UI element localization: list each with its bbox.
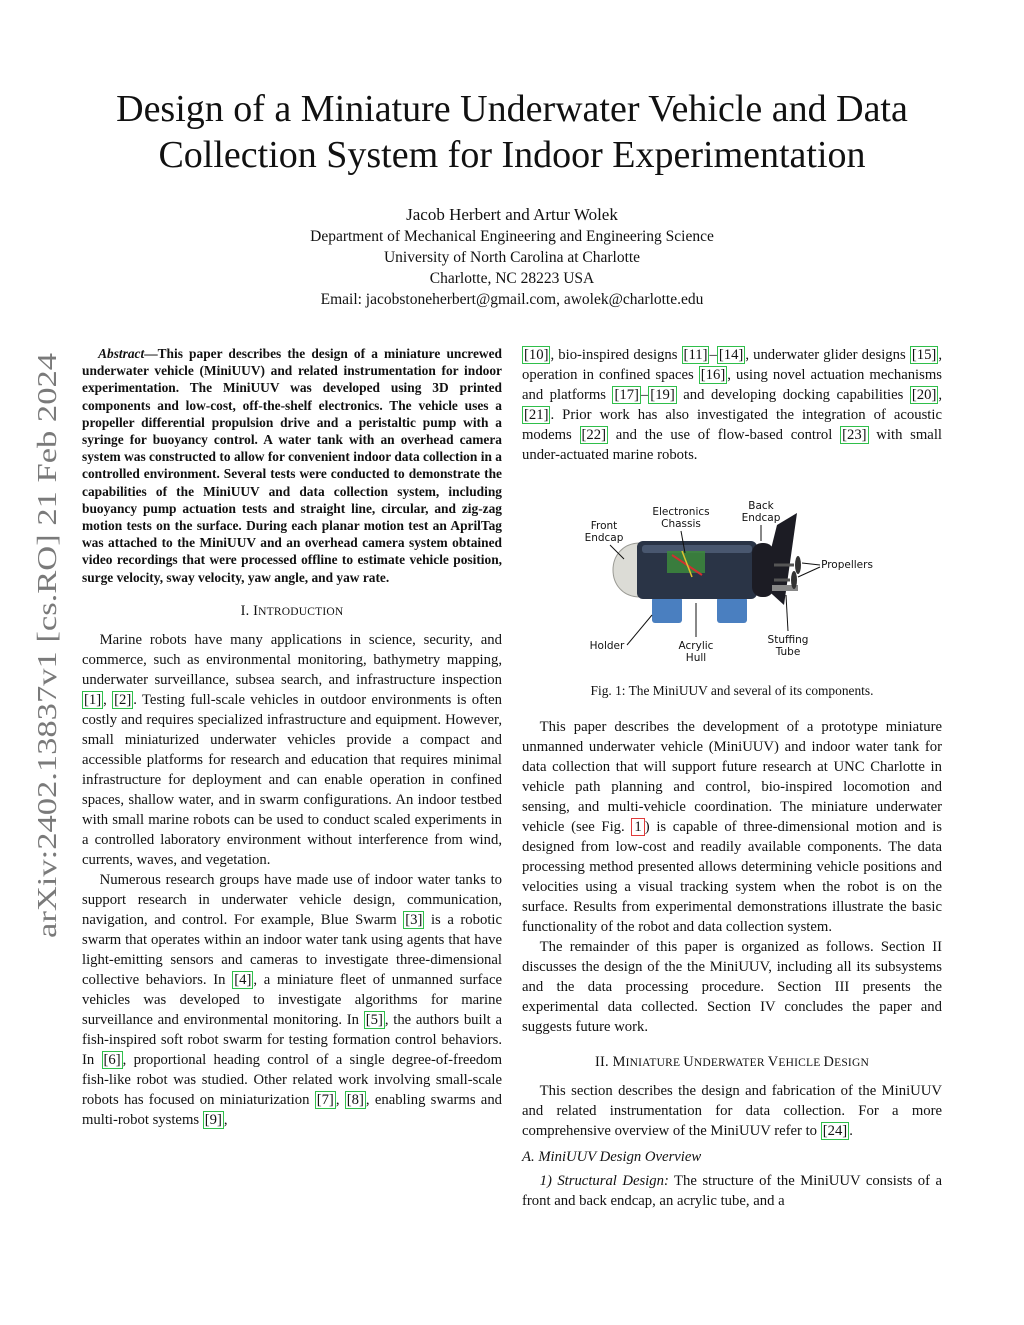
- arxiv-id-text: arXiv:2402.13837v1 [cs.RO] 21 Feb 2024: [32, 480, 62, 938]
- label-front-endcap-2: Endcap: [584, 532, 624, 544]
- front-endcap-dome: [613, 543, 640, 597]
- section-heading-introduction: I. INTRODUCTION: [240, 602, 344, 619]
- label-electronics-2: Chassis: [661, 518, 701, 530]
- citation-link[interactable]: [7]: [316, 1091, 334, 1108]
- intro-right-paragraph-2: The remainder of this paper is organized as follows. Section II discusses the design of the the MiniUUV, including all its subsystems and the data processing procedure. Section III presents the experimental data collected. Section IV concludes the paper and suggests future work.: [522, 939, 942, 1035]
- label-stuffing-1: Stuffing: [767, 634, 809, 646]
- abstract-text: —This paper describes the design of a miniature uncrewed underwater vehicle (MiniUUV) and related instrumentation for indoor experimentation. The MiniUUV was developed using 3D printed components and low-cost, off-the-shelf electronics. The vehicle uses a propeller differential propulsion drive and a peristaltic pump with a syringe for buoyancy control. A water tank with an overhead camera system was constructed to allow for convenient indoor data collection in a controlled environment. Several tests were conducted to demonstrate the capabilities of the MiniUUV and data collection system, including buoyancy pump actuation tests and straight line, circular, and zig-zag motion tests on the surface. During each planar motion test an AprilTag was attached to the MiniUUV and an overhead camera system obtained video recordings that were processed offline to estimate vehicle position, surge velocity, sway velocity, yaw angle, and yaw rate.: [82, 346, 502, 585]
- label-front-endcap-1: Front: [590, 520, 618, 532]
- author-names: Jacob Herbert and Artur Wolek: [406, 205, 618, 224]
- citation-link[interactable]: [20]: [911, 387, 937, 403]
- citation-link[interactable]: [19]: [650, 387, 675, 403]
- figure-1-miniuuv: [522, 485, 942, 675]
- citation-link[interactable]: [15]: [911, 347, 937, 363]
- figure-1-caption: Fig. 1: The MiniUUV and several of its components.: [590, 683, 874, 698]
- abstract: [82, 345, 502, 586]
- subsection-heading-design-overview: A. MiniUUV Design Overview: [522, 1149, 702, 1165]
- holder-back: [717, 597, 747, 623]
- intro-paragraph-1: Marine robots have many applications in science, security, and commerce, such as environmental monitoring, bathymetry mapping, underwater surveillance, subsea search, and infrastructure inspection [1] , [2] . Testing full-scale vehicles in outdoor environments is often costly and requires specialized infrastructure and equipment. However, small miniaturized underwater vehicles provide a compact and accessible platforms for research and education that requires minimal infrastructure for deployment and can enable operation in confined spaces, shallow water, and in swarm configurations. An indoor testbed with small marine robots can be used to conduct scaled experiments in a controlled laboratory environment without interference from wind, currents, waves, and vegetation.: [82, 631, 502, 868]
- label-back-endcap-1: Back: [748, 500, 774, 512]
- intro-right-paragraph-1: This paper describes the development of a prototype miniature unmanned underwater vehicle (MiniUUV) and indoor water tank for data collection that will support future research at UNC Charlotte in vehicle path planning and control, bio-inspired locomotion and sensing, and multi-vehicle coordination. The miniature underwater vehicle (see Fig. 1 ) is capable of three-dimensional motion and is designed from low-cost and readily available components. The data processing method presented allows determining vehicle positions and velocities using a visual tracking system when the robot is on the surface. Results from experimental demonstrations illustrate the basic functionality of the robot and data collection system.: [522, 719, 942, 935]
- citation-link[interactable]: [4]: [234, 971, 252, 988]
- citation-link[interactable]: [2]: [114, 691, 132, 708]
- label-acrylic-1: Acrylic: [678, 640, 714, 652]
- label-stuffing-2: Tube: [775, 646, 801, 658]
- citation-link[interactable]: [24]: [822, 1123, 848, 1139]
- citation-link[interactable]: [14]: [718, 347, 744, 363]
- holder-front: [652, 597, 682, 623]
- citation-link[interactable]: [23]: [842, 427, 867, 443]
- citation-link[interactable]: [6]: [103, 1051, 121, 1068]
- citation-link[interactable]: [9]: [204, 1111, 222, 1128]
- affiliation-department: Department of Mechanical Engineering and Engineering Science: [310, 228, 714, 245]
- citation-link[interactable]: [5]: [365, 1011, 383, 1028]
- citation-link[interactable]: [21]: [524, 407, 549, 423]
- paper-title: Design of a Miniature Underwater Vehicle and Data Collection System for Indoor Experimentation: [116, 88, 908, 176]
- design-paragraph-1: This section describes the design and fabrication of the MiniUUV and related instrumentation for data collection. For a more comprehensive overview of the MiniUUV refer to [24] .: [522, 1083, 942, 1139]
- citation-link[interactable]: [22]: [581, 427, 607, 443]
- label-acrylic-2: Hull: [685, 652, 707, 664]
- affiliation-address: Charlotte, NC 28223 USA: [429, 270, 595, 287]
- arxiv-identifier: [26, 350, 66, 940]
- label-propellers: Propellers: [821, 559, 873, 571]
- citation-link[interactable]: [1]: [84, 691, 102, 708]
- intro-continued-paragraph: [10] , bio-inspired designs [11] – [14] , underwater glider designs [15] , operation in confined spaces [16] , using novel actuation mechanisms and platforms [17] – [19] and developing docking capabilities [20] , [21] . Prior work has also investigated the integration of acoustic modems [22] and the use of flow-based control [23] with small under-actuated marine robots.: [522, 347, 943, 463]
- label-holder: Holder: [589, 640, 625, 652]
- label-electronics-1: Electronics: [652, 506, 710, 518]
- label-back-endcap-2: Endcap: [741, 512, 781, 524]
- citation-link[interactable]: [16]: [700, 367, 726, 383]
- left-column: [82, 345, 502, 1130]
- subsubsection-heading-structural: 1) Structural Design:: [539, 1173, 669, 1189]
- right-column: [522, 345, 942, 1211]
- citation-link[interactable]: [10]: [524, 347, 549, 363]
- abstract-label: Abstract: [98, 346, 145, 361]
- intro-paragraph-2: Numerous research groups have made use of indoor water tanks to support research in underwater vehicle design, communication, navigation, and control. For example, Blue Swarm [3] is a robotic swarm that operates within an indoor water tank using agents that have light-emitting sensors and cameras to investigate three-dimensional collective behaviors. In [4] , a miniature fleet of unmanned surface vehicles was developed to investigate algorithms for marine surveillance and environmental monitoring. In [5] , the authors built a fish-inspired soft robot swarm for testing formation control behaviors. In [6] , proportional heading control of a single degree-of-freedom fish-like robot was studied. Other related work involving small-scale robots has focused on miniaturization [7] , [8] , enabling swarms and multi-robot systems [9] ,: [82, 871, 503, 1128]
- miniuuv-illustration: [522, 485, 942, 675]
- back-endcap: [752, 543, 774, 597]
- author-email: Email: jacobstoneherbert@gmail.com, awolek@charlotte.edu: [320, 291, 704, 308]
- affiliation-university: University of North Carolina at Charlotte: [383, 249, 641, 266]
- citation-link[interactable]: [17]: [614, 387, 639, 403]
- citation-link[interactable]: [3]: [405, 911, 423, 928]
- section-heading-design: II. MINIATURE UNDERWATER VEHICLE DESIGN: [595, 1054, 869, 1070]
- citation-link[interactable]: [11]: [683, 347, 708, 363]
- citation-link[interactable]: [8]: [346, 1091, 364, 1108]
- figure-reference-link[interactable]: 1: [631, 818, 644, 836]
- author-block: [100, 204, 924, 310]
- structural-design-paragraph: 1) Structural Design: The structure of the MiniUUV consists of a front and back endcap, an acrylic tube, and a: [522, 1173, 942, 1209]
